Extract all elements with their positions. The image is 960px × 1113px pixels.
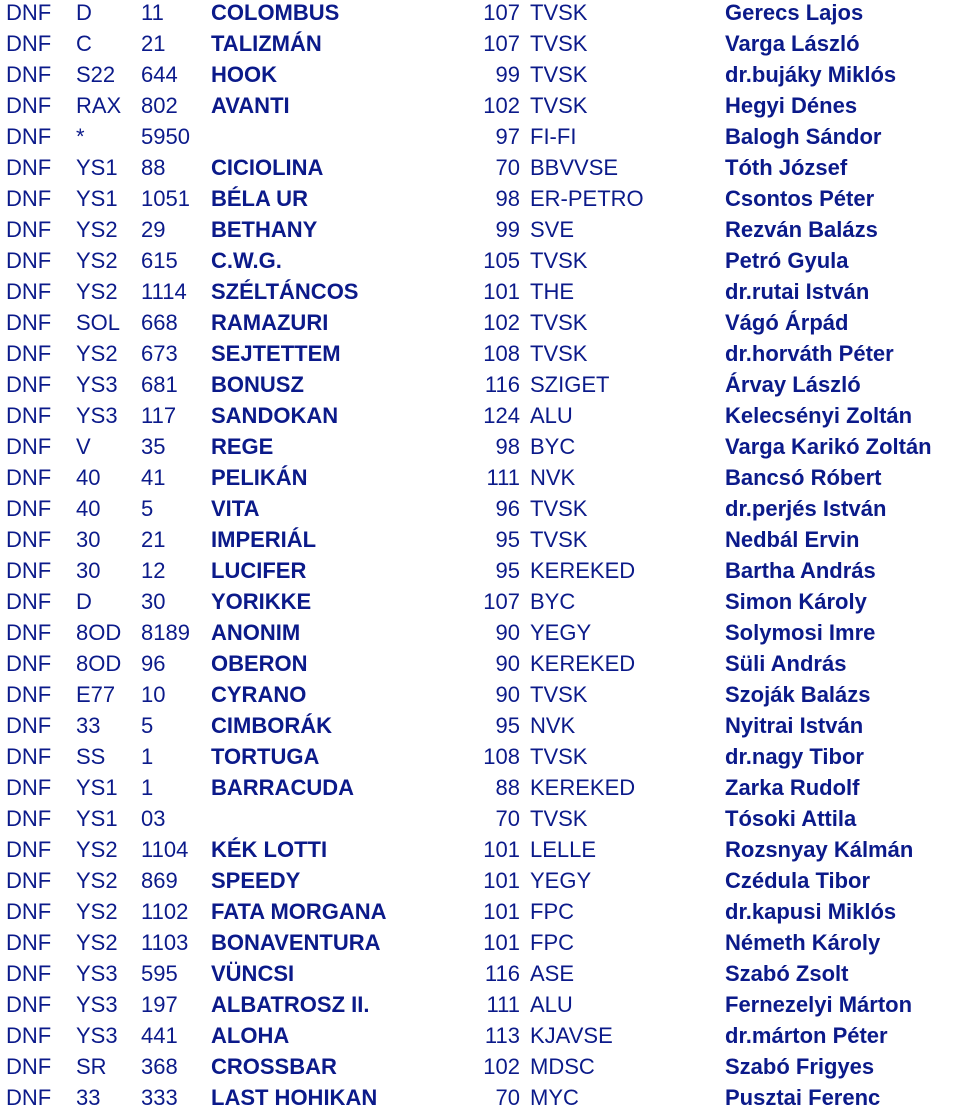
club-cell: NVK <box>530 465 576 490</box>
sail-number-cell: 5950 <box>141 124 190 149</box>
skipper-name-cell: Szoják Balázs <box>725 682 871 707</box>
yardstick-index-cell: 70 <box>495 155 520 180</box>
sail-number-cell: 1103 <box>141 930 189 955</box>
class-cell: YS3 <box>76 372 118 397</box>
skipper-name-cell: Vágó Árpád <box>725 310 849 335</box>
table-row <box>0 927 960 958</box>
skipper-name-cell: Bartha András <box>725 558 876 583</box>
table-row <box>0 555 960 586</box>
status-cell: DNF <box>6 868 52 893</box>
club-cell: MDSC <box>530 1054 595 1079</box>
table-row <box>0 338 960 369</box>
skipper-name-cell: Hegyi Dénes <box>725 93 858 118</box>
sail-number-cell: 1051 <box>141 186 190 211</box>
yardstick-index-cell: 90 <box>495 651 520 676</box>
yardstick-index-cell: 111 <box>486 992 520 1017</box>
yardstick-index-cell: 98 <box>495 186 520 211</box>
boat-name-cell: IMPERIÁL <box>211 527 317 552</box>
club-cell: KEREKED <box>530 775 636 800</box>
yardstick-index-cell: 102 <box>483 1054 520 1079</box>
status-cell: DNF <box>6 465 52 490</box>
status-cell: DNF <box>6 1023 52 1048</box>
club-cell: ER-PETRO <box>530 186 644 211</box>
sail-number-cell: 615 <box>141 248 178 273</box>
table-row <box>0 152 960 183</box>
club-cell: TVSK <box>530 248 588 273</box>
sail-number-cell: 333 <box>141 1085 178 1110</box>
class-cell: S22 <box>76 62 116 87</box>
sail-number-cell: 21 <box>141 31 166 56</box>
class-cell: 8OD <box>76 620 122 645</box>
skipper-name-cell: Kelecsényi Zoltán <box>725 403 913 428</box>
status-cell: DNF <box>6 651 52 676</box>
status-cell: DNF <box>6 124 52 149</box>
boat-name-cell: SEJTETTEM <box>211 341 341 366</box>
class-cell: YS2 <box>76 279 118 304</box>
club-cell: ALU <box>530 992 573 1017</box>
skipper-name-cell: dr.bujáky Miklós <box>725 62 897 87</box>
skipper-name-cell: dr.kapusi Miklós <box>725 899 897 924</box>
boat-name-cell: TORTUGA <box>211 744 320 769</box>
club-cell: NVK <box>530 713 576 738</box>
status-cell: DNF <box>6 682 52 707</box>
skipper-name-cell: Gerecs Lajos <box>725 0 864 25</box>
boat-name-cell: BONUSZ <box>211 372 304 397</box>
class-cell: YS1 <box>76 775 118 800</box>
yardstick-index-cell: 107 <box>483 31 520 56</box>
status-cell: DNF <box>6 744 52 769</box>
table-row <box>0 586 960 617</box>
class-cell: YS2 <box>76 217 118 242</box>
boat-name-cell: COLOMBUS <box>211 0 340 25</box>
class-cell: 40 <box>76 465 101 490</box>
boat-name-cell: SANDOKAN <box>211 403 339 428</box>
club-cell: TVSK <box>530 62 588 87</box>
yardstick-index-cell: 116 <box>484 372 520 397</box>
boat-name-cell: OBERON <box>211 651 308 676</box>
status-cell: DNF <box>6 62 52 87</box>
status-cell: DNF <box>6 837 52 862</box>
table-row <box>0 462 960 493</box>
yardstick-index-cell: 70 <box>495 806 520 831</box>
status-cell: DNF <box>6 961 52 986</box>
yardstick-index-cell: 102 <box>483 93 520 118</box>
boat-name-cell: KÉK LOTTI <box>211 837 328 862</box>
club-cell: FPC <box>530 930 574 955</box>
sail-number-cell: 644 <box>141 62 178 87</box>
status-cell: DNF <box>6 310 52 335</box>
club-cell: YEGY <box>530 620 592 645</box>
skipper-name-cell: Varga László <box>725 31 860 56</box>
sail-number-cell: 441 <box>141 1023 178 1048</box>
class-cell: YS2 <box>76 868 118 893</box>
club-cell: THE <box>530 279 574 304</box>
table-row <box>0 493 960 524</box>
status-cell: DNF <box>6 806 52 831</box>
status-cell: DNF <box>6 713 52 738</box>
skipper-name-cell: dr.nagy Tibor <box>725 744 864 769</box>
yardstick-index-cell: 124 <box>483 403 520 428</box>
sail-number-cell: 1 <box>141 775 154 800</box>
status-cell: DNF <box>6 341 52 366</box>
sail-number-cell: 96 <box>141 651 166 676</box>
boat-name-cell: FATA MORGANA <box>211 899 387 924</box>
status-cell: DNF <box>6 248 52 273</box>
status-cell: DNF <box>6 1054 52 1079</box>
sail-number-cell: 35 <box>141 434 166 459</box>
skipper-name-cell: Tósoki Attila <box>725 806 857 831</box>
yardstick-index-cell: 98 <box>495 434 520 459</box>
sail-number-cell: 595 <box>141 961 178 986</box>
skipper-name-cell: dr.márton Péter <box>725 1023 888 1048</box>
yardstick-index-cell: 97 <box>495 124 520 149</box>
sail-number-cell: 41 <box>141 465 166 490</box>
table-row <box>0 1082 960 1113</box>
table-row <box>0 803 960 834</box>
boat-name-cell: SPEEDY <box>211 868 301 893</box>
boat-name-cell: YORIKKE <box>211 589 312 614</box>
yardstick-index-cell: 90 <box>495 682 520 707</box>
table-row <box>0 431 960 462</box>
boat-name-cell: PELIKÁN <box>211 465 308 490</box>
skipper-name-cell: Nyitrai István <box>725 713 864 738</box>
status-cell: DNF <box>6 496 52 521</box>
club-cell: YEGY <box>530 868 592 893</box>
yardstick-index-cell: 101 <box>483 930 520 955</box>
boat-name-cell: CROSSBAR <box>211 1054 337 1079</box>
boat-name-cell: HOOK <box>211 62 277 87</box>
class-cell: E77 <box>76 682 116 707</box>
table-row <box>0 214 960 245</box>
club-cell: BBVVSE <box>530 155 619 180</box>
club-cell: BYC <box>530 434 576 459</box>
club-cell: ASE <box>530 961 575 986</box>
sail-number-cell: 1114 <box>141 279 187 304</box>
sail-number-cell: 117 <box>141 403 177 428</box>
skipper-name-cell: Tóth József <box>725 155 848 180</box>
yardstick-index-cell: 102 <box>483 310 520 335</box>
boat-name-cell: LAST HOHIKAN <box>211 1085 378 1110</box>
status-cell: DNF <box>6 217 52 242</box>
yardstick-index-cell: 99 <box>495 62 520 87</box>
boat-name-cell: BETHANY <box>211 217 318 242</box>
sail-number-cell: 1 <box>141 744 154 769</box>
skipper-name-cell: Szabó Zsolt <box>725 961 849 986</box>
club-cell: SZIGET <box>530 372 610 397</box>
class-cell: V <box>76 434 91 459</box>
sail-number-cell: 29 <box>141 217 166 242</box>
class-cell: * <box>76 124 85 149</box>
yardstick-index-cell: 99 <box>495 217 520 242</box>
class-cell: C <box>76 31 92 56</box>
table-row <box>0 276 960 307</box>
skipper-name-cell: Süli András <box>725 651 847 676</box>
class-cell: SS <box>76 744 106 769</box>
table-row <box>0 896 960 927</box>
boat-name-cell: CICIOLINA <box>211 155 324 180</box>
yardstick-index-cell: 108 <box>483 341 520 366</box>
boat-name-cell: CIMBORÁK <box>211 713 332 738</box>
status-cell: DNF <box>6 434 52 459</box>
sail-number-cell: 802 <box>141 93 178 118</box>
table-row <box>0 834 960 865</box>
class-cell: YS3 <box>76 961 118 986</box>
sail-number-cell: 8189 <box>141 620 190 645</box>
class-cell: RAX <box>76 93 122 118</box>
yardstick-index-cell: 101 <box>483 837 520 862</box>
boat-name-cell: ALOHA <box>211 1023 290 1048</box>
status-cell: DNF <box>6 775 52 800</box>
class-cell: YS2 <box>76 248 118 273</box>
club-cell: SVE <box>530 217 575 242</box>
yardstick-index-cell: 95 <box>495 713 520 738</box>
class-cell: YS2 <box>76 837 118 862</box>
skipper-name-cell: Simon Károly <box>725 589 867 614</box>
class-cell: YS1 <box>76 806 118 831</box>
sail-number-cell: 10 <box>141 682 166 707</box>
boat-name-cell: AVANTI <box>211 93 290 118</box>
sail-number-cell: 03 <box>141 806 166 831</box>
table-row <box>0 183 960 214</box>
boat-name-cell: RAMAZURI <box>211 310 329 335</box>
table-row <box>0 617 960 648</box>
skipper-name-cell: dr.perjés István <box>725 496 887 521</box>
class-cell: SR <box>76 1054 107 1079</box>
yardstick-index-cell: 101 <box>483 899 520 924</box>
class-cell: 40 <box>76 496 101 521</box>
club-cell: MYC <box>530 1085 579 1110</box>
sail-number-cell: 5 <box>141 713 154 738</box>
sail-number-cell: 30 <box>141 589 166 614</box>
yardstick-index-cell: 88 <box>495 775 520 800</box>
yardstick-index-cell: 96 <box>495 496 520 521</box>
yardstick-index-cell: 107 <box>483 0 520 25</box>
status-cell: DNF <box>6 899 52 924</box>
sail-number-cell: 88 <box>141 155 166 180</box>
class-cell: YS2 <box>76 899 118 924</box>
boat-name-cell: TALIZMÁN <box>211 31 322 56</box>
table-row <box>0 524 960 555</box>
class-cell: YS1 <box>76 155 118 180</box>
club-cell: ALU <box>530 403 573 428</box>
club-cell: TVSK <box>530 31 588 56</box>
class-cell: 33 <box>76 713 101 738</box>
table-row <box>0 741 960 772</box>
skipper-name-cell: Solymosi Imre <box>725 620 876 645</box>
table-row <box>0 307 960 338</box>
class-cell: D <box>76 0 92 25</box>
table-row <box>0 121 960 152</box>
status-cell: DNF <box>6 589 52 614</box>
boat-name-cell: ALBATROSZ II. <box>211 992 370 1017</box>
club-cell: TVSK <box>530 341 588 366</box>
sail-number-cell: 668 <box>141 310 178 335</box>
class-cell: YS3 <box>76 992 118 1017</box>
sail-number-cell: 21 <box>141 527 166 552</box>
table-row <box>0 59 960 90</box>
club-cell: KEREKED <box>530 558 636 583</box>
skipper-name-cell: Nedbál Ervin <box>725 527 860 552</box>
class-cell: YS2 <box>76 930 118 955</box>
yardstick-index-cell: 95 <box>495 527 520 552</box>
skipper-name-cell: Varga Karikó Zoltán <box>725 434 932 459</box>
status-cell: DNF <box>6 930 52 955</box>
club-cell: TVSK <box>530 310 588 335</box>
table-row <box>0 0 960 28</box>
yardstick-index-cell: 101 <box>483 868 520 893</box>
class-cell: 30 <box>76 527 101 552</box>
status-cell: DNF <box>6 620 52 645</box>
table-row <box>0 90 960 121</box>
status-cell: DNF <box>6 372 52 397</box>
table-row <box>0 958 960 989</box>
table-row <box>0 989 960 1020</box>
boat-name-cell: VITA <box>211 496 260 521</box>
table-row <box>0 369 960 400</box>
club-cell: TVSK <box>530 682 588 707</box>
yardstick-index-cell: 108 <box>483 744 520 769</box>
status-cell: DNF <box>6 1085 52 1110</box>
skipper-name-cell: Árvay László <box>725 372 861 397</box>
yardstick-index-cell: 90 <box>495 620 520 645</box>
skipper-name-cell: Pusztai Ferenc <box>725 1085 881 1110</box>
table-row <box>0 245 960 276</box>
boat-name-cell: BARRACUDA <box>211 775 354 800</box>
yardstick-index-cell: 105 <box>483 248 520 273</box>
boat-name-cell: CYRANO <box>211 682 307 707</box>
club-cell: KJAVSE <box>530 1023 613 1048</box>
status-cell: DNF <box>6 558 52 583</box>
yardstick-index-cell: 95 <box>495 558 520 583</box>
table-row <box>0 865 960 896</box>
table-row <box>0 772 960 803</box>
sail-number-cell: 1102 <box>141 899 189 924</box>
sail-number-cell: 12 <box>141 558 166 583</box>
club-cell: TVSK <box>530 744 588 769</box>
club-cell: TVSK <box>530 0 588 25</box>
skipper-name-cell: Petró Gyula <box>725 248 849 273</box>
table-row <box>0 1051 960 1082</box>
club-cell: TVSK <box>530 806 588 831</box>
skipper-name-cell: Balogh Sándor <box>725 124 882 149</box>
skipper-name-cell: Rozsnyay Kálmán <box>725 837 914 862</box>
table-row <box>0 710 960 741</box>
skipper-name-cell: Czédula Tibor <box>725 868 871 893</box>
club-cell: BYC <box>530 589 576 614</box>
boat-name-cell: C.W.G. <box>211 248 282 273</box>
class-cell: 30 <box>76 558 101 583</box>
sail-number-cell: 368 <box>141 1054 178 1079</box>
skipper-name-cell: Bancsó Róbert <box>725 465 882 490</box>
boat-name-cell: BONAVENTURA <box>211 930 381 955</box>
table-row <box>0 400 960 431</box>
boat-name-cell: BÉLA UR <box>211 186 308 211</box>
status-cell: DNF <box>6 279 52 304</box>
boat-name-cell: SZÉLTÁNCOS <box>211 279 359 304</box>
sail-number-cell: 5 <box>141 496 154 521</box>
status-cell: DNF <box>6 186 52 211</box>
club-cell: TVSK <box>530 527 588 552</box>
club-cell: FI-FI <box>530 124 577 149</box>
class-cell: 8OD <box>76 651 122 676</box>
club-cell: TVSK <box>530 93 588 118</box>
yardstick-index-cell: 101 <box>483 279 520 304</box>
boat-name-cell: VÜNCSI <box>211 961 295 986</box>
class-cell: YS3 <box>76 1023 118 1048</box>
yardstick-index-cell: 70 <box>495 1085 520 1110</box>
status-cell: DNF <box>6 93 52 118</box>
skipper-name-cell: Zarka Rudolf <box>725 775 860 800</box>
skipper-name-cell: dr.rutai István <box>725 279 870 304</box>
yardstick-index-cell: 107 <box>483 589 520 614</box>
yardstick-index-cell: 113 <box>484 1023 520 1048</box>
skipper-name-cell: Rezván Balázs <box>725 217 878 242</box>
skipper-name-cell: Csontos Péter <box>725 186 875 211</box>
skipper-name-cell: Németh Károly <box>725 930 881 955</box>
sail-number-cell: 1104 <box>141 837 189 862</box>
sail-number-cell: 681 <box>141 372 178 397</box>
club-cell: LELLE <box>530 837 597 862</box>
sail-number-cell: 869 <box>141 868 178 893</box>
table-row <box>0 648 960 679</box>
status-cell: DNF <box>6 0 52 25</box>
skipper-name-cell: Fernezelyi Márton <box>725 992 913 1017</box>
sail-number-cell: 673 <box>141 341 178 366</box>
class-cell: YS3 <box>76 403 118 428</box>
yardstick-index-cell: 111 <box>486 465 520 490</box>
table-row <box>0 28 960 59</box>
status-cell: DNF <box>6 403 52 428</box>
class-cell: SOL <box>76 310 121 335</box>
sail-number-cell: 197 <box>141 992 178 1017</box>
class-cell: 33 <box>76 1085 101 1110</box>
class-cell: YS2 <box>76 341 118 366</box>
status-cell: DNF <box>6 31 52 56</box>
status-cell: DNF <box>6 992 52 1017</box>
status-cell: DNF <box>6 155 52 180</box>
skipper-name-cell: dr.horváth Péter <box>725 341 894 366</box>
club-cell: KEREKED <box>530 651 636 676</box>
sail-number-cell: 11 <box>141 0 164 25</box>
skipper-name-cell: Szabó Frigyes <box>725 1054 875 1079</box>
class-cell: D <box>76 589 92 614</box>
boat-name-cell: ANONIM <box>211 620 301 645</box>
status-cell: DNF <box>6 527 52 552</box>
yardstick-index-cell: 116 <box>484 961 520 986</box>
club-cell: FPC <box>530 899 574 924</box>
club-cell: TVSK <box>530 496 588 521</box>
boat-name-cell: REGE <box>211 434 274 459</box>
boat-name-cell: LUCIFER <box>211 558 307 583</box>
table-row <box>0 1020 960 1051</box>
table-row <box>0 679 960 710</box>
class-cell: YS1 <box>76 186 118 211</box>
